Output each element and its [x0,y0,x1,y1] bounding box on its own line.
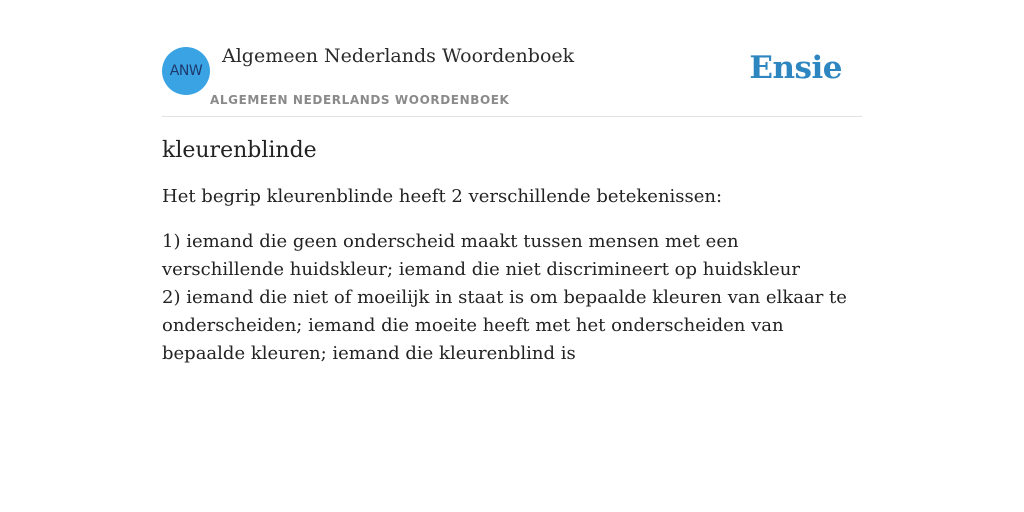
logo-text: ANW [169,63,203,79]
header [162,40,862,117]
anw-logo[interactable] [162,47,210,95]
meaning-item: 1) iemand die geen onderscheid maakt tussen mensen met een verschillende huidskleur; iemand die niet discrimineert op huidskleur [162,231,800,280]
entry-content [162,138,862,368]
entry-word: kleurenblinde [162,138,317,163]
meanings-list [162,228,862,368]
entry-intro: Het begrip kleurenblinde heeft 2 verschillende betekenissen: [162,186,723,207]
site-subtitle: ALGEMEEN NEDERLANDS WOORDENBOEK [210,93,510,107]
site-title[interactable]: Algemeen Nederlands Woordenboek [222,45,575,67]
ensie-logo[interactable]: Ensie [749,50,842,86]
meaning-item: 2) iemand die niet of moeilijk in staat is om bepaalde kleuren van elkaar te onderscheiden; iemand die moeite heeft met het onderscheiden van bepaalde kleuren; iemand die kleurenblind is [162,287,847,364]
